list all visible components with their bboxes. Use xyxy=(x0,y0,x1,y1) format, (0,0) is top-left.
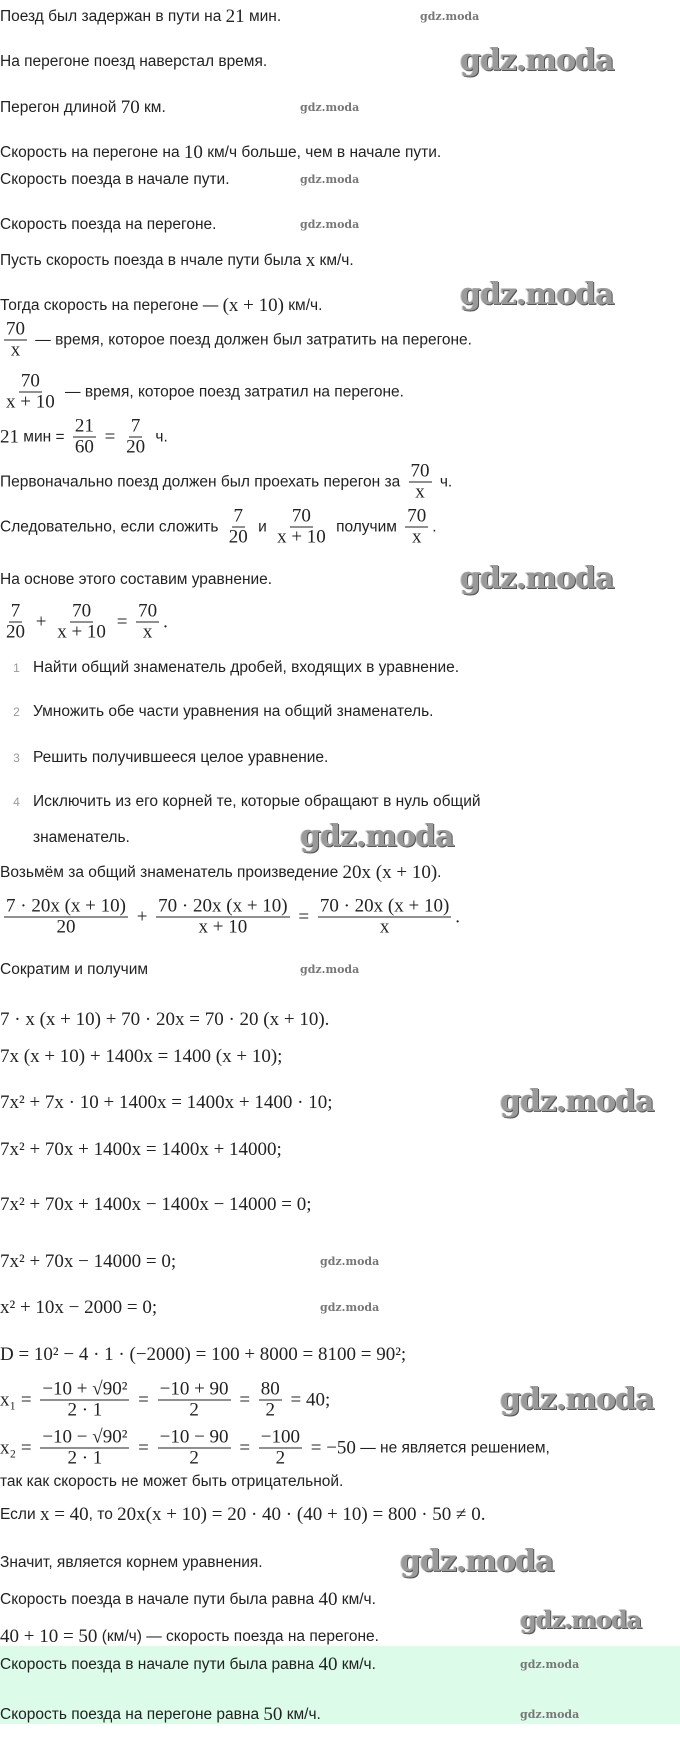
math-number: = xyxy=(99,426,121,447)
numerator: 70 xyxy=(20,370,40,392)
denominator: x + 10 xyxy=(6,391,55,413)
text: Скорость на перегоне на xyxy=(0,144,184,161)
solution-line xyxy=(0,171,230,189)
denominator: x xyxy=(412,526,422,548)
solution-line xyxy=(0,703,433,721)
numerator: 70 xyxy=(407,505,427,527)
list-number: 1 xyxy=(13,661,20,675)
math-expression: 40 + 10 = 50 xyxy=(0,1626,98,1647)
text: . xyxy=(437,864,442,881)
watermark: gdz.moda xyxy=(520,1658,580,1671)
math-expression: = xyxy=(133,1437,154,1458)
fraction xyxy=(4,897,128,938)
text: Скорость поезда в начале пути. xyxy=(0,171,230,188)
math-expression: = xyxy=(133,1389,154,1410)
text: , то xyxy=(88,1506,118,1523)
text: км/ч. xyxy=(282,1706,321,1723)
math-number: 10 xyxy=(183,142,203,163)
text: — не является решением, xyxy=(355,1439,550,1456)
text: Решить получившееся целое уравнение. xyxy=(33,749,329,766)
solution-line xyxy=(0,250,354,272)
numerator: −10 + √90² xyxy=(42,1378,128,1400)
fraction xyxy=(227,507,250,548)
math-number: 40 xyxy=(318,1589,338,1610)
math-expression: = xyxy=(234,1389,255,1410)
math-expression: 20x(x + 10) = 20 · 40 · (40 + 10) = 800 · 50 ≠ 0. xyxy=(117,1504,486,1525)
watermark: gdz.moda xyxy=(300,218,360,231)
solution-line xyxy=(0,961,148,979)
watermark: gdz.moda xyxy=(300,101,360,114)
numerator: 70 xyxy=(6,318,25,340)
solution-line xyxy=(0,1009,329,1031)
text: Тогда скорость на перегоне — xyxy=(0,297,223,314)
fraction xyxy=(55,602,108,643)
numerator: −10 + 90 xyxy=(159,1378,229,1400)
answer-line xyxy=(0,1654,376,1676)
solution-line xyxy=(0,1473,343,1491)
math-number: 70 xyxy=(120,97,140,118)
fraction xyxy=(124,417,147,458)
denominator: 20 xyxy=(6,621,25,643)
math-number: . xyxy=(455,906,461,927)
fraction xyxy=(259,1380,282,1421)
solution-line xyxy=(0,53,267,71)
math-expression: x₂ = xyxy=(0,1437,37,1458)
fraction xyxy=(405,507,428,548)
text: км. xyxy=(139,99,166,116)
numerator: 7 · 20x (x + 10) xyxy=(6,895,126,917)
denominator: x xyxy=(10,339,21,361)
watermark: gdz.moda xyxy=(460,277,614,312)
solution-line xyxy=(0,97,166,119)
math-expression: 7 · x (x + 10) + 70 · 20x = 70 · 20 (x + 10). xyxy=(0,1009,330,1030)
fraction xyxy=(158,1380,231,1421)
text: км/ч. xyxy=(337,1591,376,1608)
solution-line xyxy=(0,295,322,317)
watermark: gdz.moda xyxy=(460,561,614,596)
solution-line xyxy=(0,1194,312,1216)
solution-line xyxy=(0,417,168,458)
math-expression: (x + 10) xyxy=(222,295,284,316)
solution-line xyxy=(0,1344,406,1366)
numerator: 7 xyxy=(10,600,21,622)
numerator: 70 xyxy=(410,460,430,482)
math-expression: x₁ = xyxy=(0,1389,37,1410)
fraction xyxy=(275,507,328,548)
solution-line xyxy=(0,507,437,548)
math-expression: x = 40 xyxy=(39,1504,89,1525)
list-number: 3 xyxy=(13,751,20,765)
math-expression: 7x (x + 10) + 1400x = 1400 (x + 10); xyxy=(0,1046,283,1067)
text: так как скорость не может быть отрицательной. xyxy=(0,1473,344,1490)
denominator: 20 xyxy=(56,916,76,938)
denominator: x + 10 xyxy=(198,916,248,938)
numerator: 70 xyxy=(138,600,158,622)
solution-line xyxy=(0,862,441,884)
text: Если xyxy=(0,1506,40,1523)
solution-line xyxy=(0,1046,282,1068)
solution-line xyxy=(0,897,460,938)
solution-line xyxy=(0,1626,379,1648)
answer-line xyxy=(0,1704,321,1726)
denominator: 2 xyxy=(189,1447,199,1469)
text: Скорость поезда в начале пути была равна xyxy=(0,1591,319,1608)
numerator: 70 xyxy=(72,600,92,622)
solution-line xyxy=(0,829,130,847)
denominator: 20 xyxy=(228,526,248,548)
text: ч. xyxy=(435,473,453,490)
watermark: gdz.moda xyxy=(460,43,614,78)
math-expression: 7x² + 7x · 10 + 1400x = 1400x + 1400 · 10; xyxy=(0,1092,333,1113)
solution-line xyxy=(0,793,481,811)
denominator: 2 xyxy=(189,1399,199,1421)
numerator: 21 xyxy=(74,415,94,437)
solution-line xyxy=(0,1092,333,1114)
text: — время, которое поезд должен был затратить на перегоне. xyxy=(31,331,472,348)
watermark: gdz.moda xyxy=(500,1382,654,1417)
solution-line xyxy=(0,1504,485,1526)
numerator: 70 xyxy=(291,505,311,527)
solution-line xyxy=(0,1251,176,1273)
fraction xyxy=(136,602,159,643)
denominator: 2 xyxy=(275,1447,286,1469)
math-number: 21 xyxy=(225,6,245,27)
fraction xyxy=(40,1428,129,1469)
watermark: gdz.moda xyxy=(320,1255,380,1268)
solution-line xyxy=(0,6,281,28)
denominator: x xyxy=(142,621,153,643)
denominator: x xyxy=(379,916,390,938)
solution-line xyxy=(0,1380,330,1421)
solution-line xyxy=(0,602,168,643)
math-expression: = xyxy=(234,1437,255,1458)
solution-line xyxy=(0,320,472,361)
numerator: 80 xyxy=(260,1378,280,1400)
numerator: −10 − √90² xyxy=(42,1426,128,1448)
text: Поезд был задержан в пути на xyxy=(0,8,226,25)
math-expression: 7x² + 70x + 1400x − 1400x − 14000 = 0; xyxy=(0,1194,312,1215)
fraction xyxy=(4,602,27,643)
text: Сократим и получим xyxy=(0,961,149,978)
solution-line xyxy=(0,749,328,767)
math-expression: 7x² + 70x + 1400x = 1400x + 14000; xyxy=(0,1139,282,1160)
text: — время, которое поезд затратил на перегоне. xyxy=(60,383,404,400)
text: Скорость поезда в начале пути была равна xyxy=(0,1656,319,1673)
denominator: 60 xyxy=(74,436,94,458)
text: Найти общий знаменатель дробей, входящих в уравнение. xyxy=(33,659,460,676)
text: получим xyxy=(331,518,402,535)
denominator: 20 xyxy=(126,436,146,458)
fraction xyxy=(156,897,289,938)
text: Возьмём за общий знаменатель произведение xyxy=(0,864,343,881)
denominator: 2 · 1 xyxy=(67,1399,103,1421)
fraction xyxy=(259,1428,302,1469)
solution-line xyxy=(0,1589,376,1611)
solution-line xyxy=(0,372,404,413)
math-expression: = −50 xyxy=(306,1437,356,1458)
list-number: 2 xyxy=(13,705,20,719)
denominator: 2 · 1 xyxy=(67,1447,103,1469)
text: Перегон длиной xyxy=(0,99,121,116)
solution-line xyxy=(0,1554,263,1572)
fraction xyxy=(73,417,96,458)
watermark: gdz.moda xyxy=(300,173,360,186)
list-number: 4 xyxy=(13,795,20,809)
fraction xyxy=(40,1380,129,1421)
denominator: x + 10 xyxy=(277,526,326,548)
text: На перегоне поезд наверстал время. xyxy=(0,53,268,70)
numerator: −10 − 90 xyxy=(159,1426,229,1448)
solution-line xyxy=(0,142,441,164)
math-number: = xyxy=(111,611,133,632)
math-number: = xyxy=(293,906,314,927)
math-number: + xyxy=(131,906,153,927)
watermark: gdz.moda xyxy=(300,819,454,854)
math-expression: x xyxy=(305,250,316,271)
watermark: gdz.moda xyxy=(300,963,360,976)
text: знаменатель. xyxy=(33,829,130,846)
watermark: gdz.moda xyxy=(520,1605,642,1634)
math-expression: 7x² + 70x − 14000 = 0; xyxy=(0,1251,177,1272)
text: . xyxy=(432,518,437,535)
numerator: 7 xyxy=(233,505,244,527)
text: и xyxy=(253,518,272,535)
fraction xyxy=(158,1428,231,1469)
text: мин. xyxy=(244,8,282,25)
math-number: . xyxy=(163,611,168,632)
text: Скорость поезда на перегоне равна xyxy=(0,1706,264,1723)
denominator: 2 xyxy=(265,1399,276,1421)
numerator: 70 · 20x (x + 10) xyxy=(158,895,288,917)
watermark: gdz.moda xyxy=(420,10,480,23)
denominator: x xyxy=(415,481,425,503)
text: Скорость поезда на перегоне. xyxy=(0,216,217,233)
text: ч. xyxy=(151,428,168,445)
text: Пусть скорость поезда в нчале пути была xyxy=(0,252,306,269)
solution-line xyxy=(0,659,459,677)
math-expression: 20x (x + 10) xyxy=(342,862,438,883)
watermark: gdz.moda xyxy=(500,1084,654,1119)
text: мин = xyxy=(19,428,69,445)
watermark: gdz.moda xyxy=(520,1708,580,1721)
text: Исключить из его корней те, которые обращают в нуль общий xyxy=(33,793,481,810)
math-expression: D = 10² − 4 · 1 · (−2000) = 100 + 8000 = 8100 = 90²; xyxy=(0,1344,407,1365)
text: км/ч больше, чем в начале пути. xyxy=(202,144,442,161)
fraction xyxy=(4,320,27,361)
math-number: + xyxy=(31,611,52,632)
denominator: x + 10 xyxy=(57,621,106,643)
text: Следовательно, если сложить xyxy=(0,518,223,535)
numerator: 7 xyxy=(130,415,141,437)
text: Первоначально поезд должен был проехать перегон за xyxy=(0,473,405,490)
fraction xyxy=(4,372,57,413)
math-expression: x² + 10x − 2000 = 0; xyxy=(0,1297,158,1318)
math-number: 21 xyxy=(0,426,19,447)
text: км/ч. xyxy=(283,297,323,314)
math-number: 40 xyxy=(318,1654,338,1675)
fraction xyxy=(318,897,451,938)
watermark: gdz.moda xyxy=(400,1544,554,1579)
watermark: gdz.moda xyxy=(320,1301,380,1314)
text: Умножить обе части уравнения на общий знаменатель. xyxy=(33,703,434,720)
solution-line xyxy=(0,571,272,589)
math-expression: = 40; xyxy=(285,1389,331,1410)
math-number: 50 xyxy=(263,1704,283,1725)
solution-line xyxy=(0,1297,157,1319)
text: Значит, является корнем уравнения. xyxy=(0,1554,263,1571)
numerator: 70 · 20x (x + 10) xyxy=(319,895,450,917)
fraction xyxy=(409,462,432,503)
text: (км/ч) — скорость поезда на перегоне. xyxy=(97,1628,379,1645)
text: На основе этого составим уравнение. xyxy=(0,571,273,588)
solution-line xyxy=(0,1139,282,1161)
text: км/ч. xyxy=(315,252,354,269)
solution-line xyxy=(0,462,452,503)
numerator: −100 xyxy=(260,1426,300,1448)
solution-line xyxy=(0,216,216,234)
solution-line xyxy=(0,1428,550,1469)
text: км/ч. xyxy=(337,1656,376,1673)
